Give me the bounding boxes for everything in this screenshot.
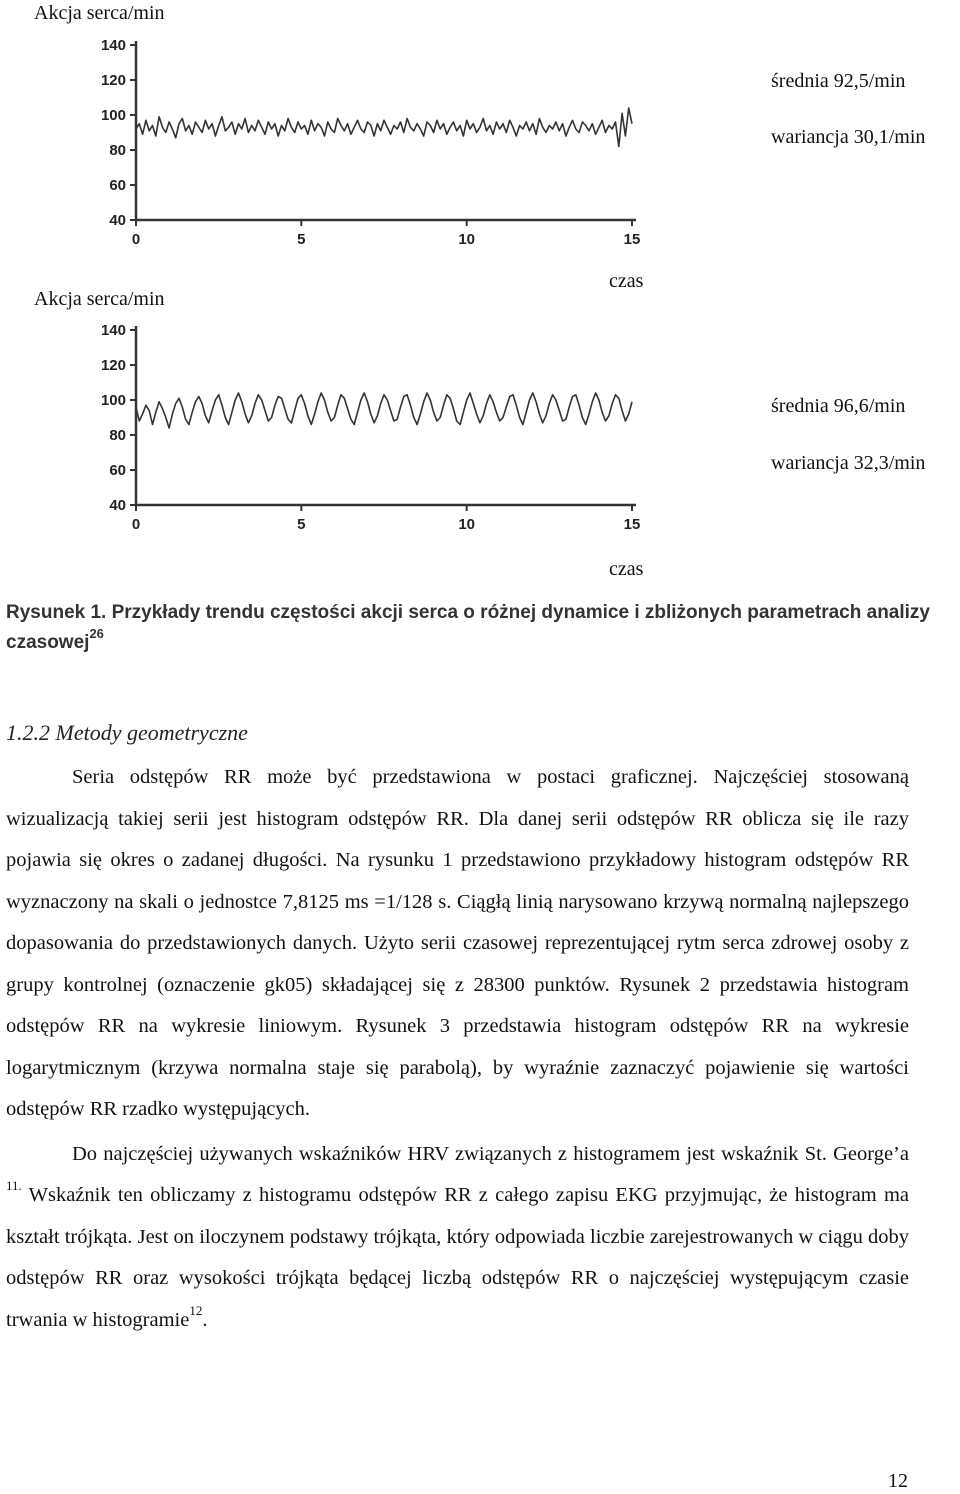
y-tick-label: 140: [100, 37, 126, 54]
x-tick-label: 0: [131, 231, 141, 248]
x-tick-label: 5: [297, 231, 306, 248]
paragraph-2-part-a: Do najczęściej używanych wskaźników HRV związanych z histogramem jest wskaźnik St. George’a: [72, 1142, 909, 1165]
y-tick-label: 80: [109, 427, 126, 444]
caption-reference: 26: [89, 625, 104, 641]
paragraph-2-part-b: Wskaźnik ten obliczamy z histogramu odstępów RR z całego zapisu EKG przyjmując, że histogram ma kształt trójkąta. Jest on iloczynem podstawy trójkąta, który odpowiada liczbie zarejestrowanych w ciągu doby odstępów RR oraz wysokości trójkąta będącej liczbą odstępów RR o najczęściej występującym czasie trwania w histogramie: [6, 1184, 909, 1331]
chart1-mean: średnia 92,5/min: [771, 70, 906, 92]
chart1: [0, 30, 960, 260]
x-tick-label: 10: [458, 516, 476, 533]
chart2-y-axis-label: Akcja serca/min: [34, 288, 165, 310]
x-tick-label: 15: [623, 231, 641, 248]
y-tick-label: 140: [100, 322, 126, 339]
x-tick-label: 10: [458, 231, 476, 248]
series-line: [136, 393, 632, 428]
paragraph-2: [6, 1134, 909, 1342]
chart1-variance: wariancja 30,1/min: [771, 126, 926, 148]
chart1-svg: [0, 30, 960, 260]
chart2-svg: [0, 315, 960, 545]
chart1-y-axis-label: Akcja serca/min: [34, 2, 165, 24]
chart2-variance: wariancja 32,3/min: [771, 452, 926, 474]
y-tick-label: 40: [109, 212, 126, 229]
y-tick-label: 100: [100, 392, 126, 409]
reference-11: 11.: [6, 1178, 22, 1194]
figure-caption: [6, 598, 946, 658]
series-line: [136, 108, 632, 147]
paragraph-2-part-c: .: [202, 1308, 208, 1331]
x-tick-label: 5: [297, 516, 306, 533]
x-tick-label: 0: [131, 516, 141, 533]
y-tick-label: 60: [109, 177, 126, 194]
y-tick-label: 60: [109, 462, 126, 479]
x-tick-label: 15: [623, 516, 641, 533]
chart2-x-axis-label: czas: [609, 558, 644, 580]
chart2: [0, 315, 960, 545]
body-text: [6, 757, 909, 1341]
y-tick-label: 120: [100, 72, 126, 89]
section-heading: 1.2.2 Metody geometryczne: [6, 720, 248, 745]
y-tick-label: 80: [109, 142, 126, 159]
y-tick-label: 120: [100, 357, 126, 374]
page-number: 12: [888, 1470, 908, 1492]
caption-text: Rysunek 1. Przykłady trendu częstości akcji serca o różnej dynamice i zbliżonych parametrach analizy czasowej: [6, 602, 930, 653]
chart2-mean: średnia 96,6/min: [771, 395, 906, 417]
y-tick-label: 40: [109, 497, 126, 514]
reference-12: 12: [189, 1302, 203, 1318]
chart1-x-axis-label: czas: [609, 270, 644, 292]
y-tick-label: 100: [100, 107, 126, 124]
paragraph-1: Seria odstępów RR może być przedstawiona w postaci graficznej. Najczęściej stosowaną wizualizacją takiej serii jest histogram odstępów RR. Dla danej serii odstępów RR oblicza się ile razy pojawia się okres o zadanej długości. Na rysunku 1 przedstawiono przykładowy histogram odstępów RR wyznaczony na skali o jednostce 7,8125 ms =1/128 s. Ciągłą linią narysowano krzywą normalną najlepszego dopasowania do przedstawionych danych. Użyto serii czasowej reprezentującej rytm serca zdrowej osoby z grupy kontrolnej (oznaczenie gk05) składającej się z 28300 punktów. Rysunek 2 przedstawia histogram odstępów RR na wykresie liniowym. Rysunek 3 przedstawia histogram odstępów RR na wykresie logarytmicznym (krzywa normalna staje się parabolą), by wyraźnie zaznaczyć pojawienie się wartości odstępów RR rzadko występujących.: [6, 766, 909, 1120]
